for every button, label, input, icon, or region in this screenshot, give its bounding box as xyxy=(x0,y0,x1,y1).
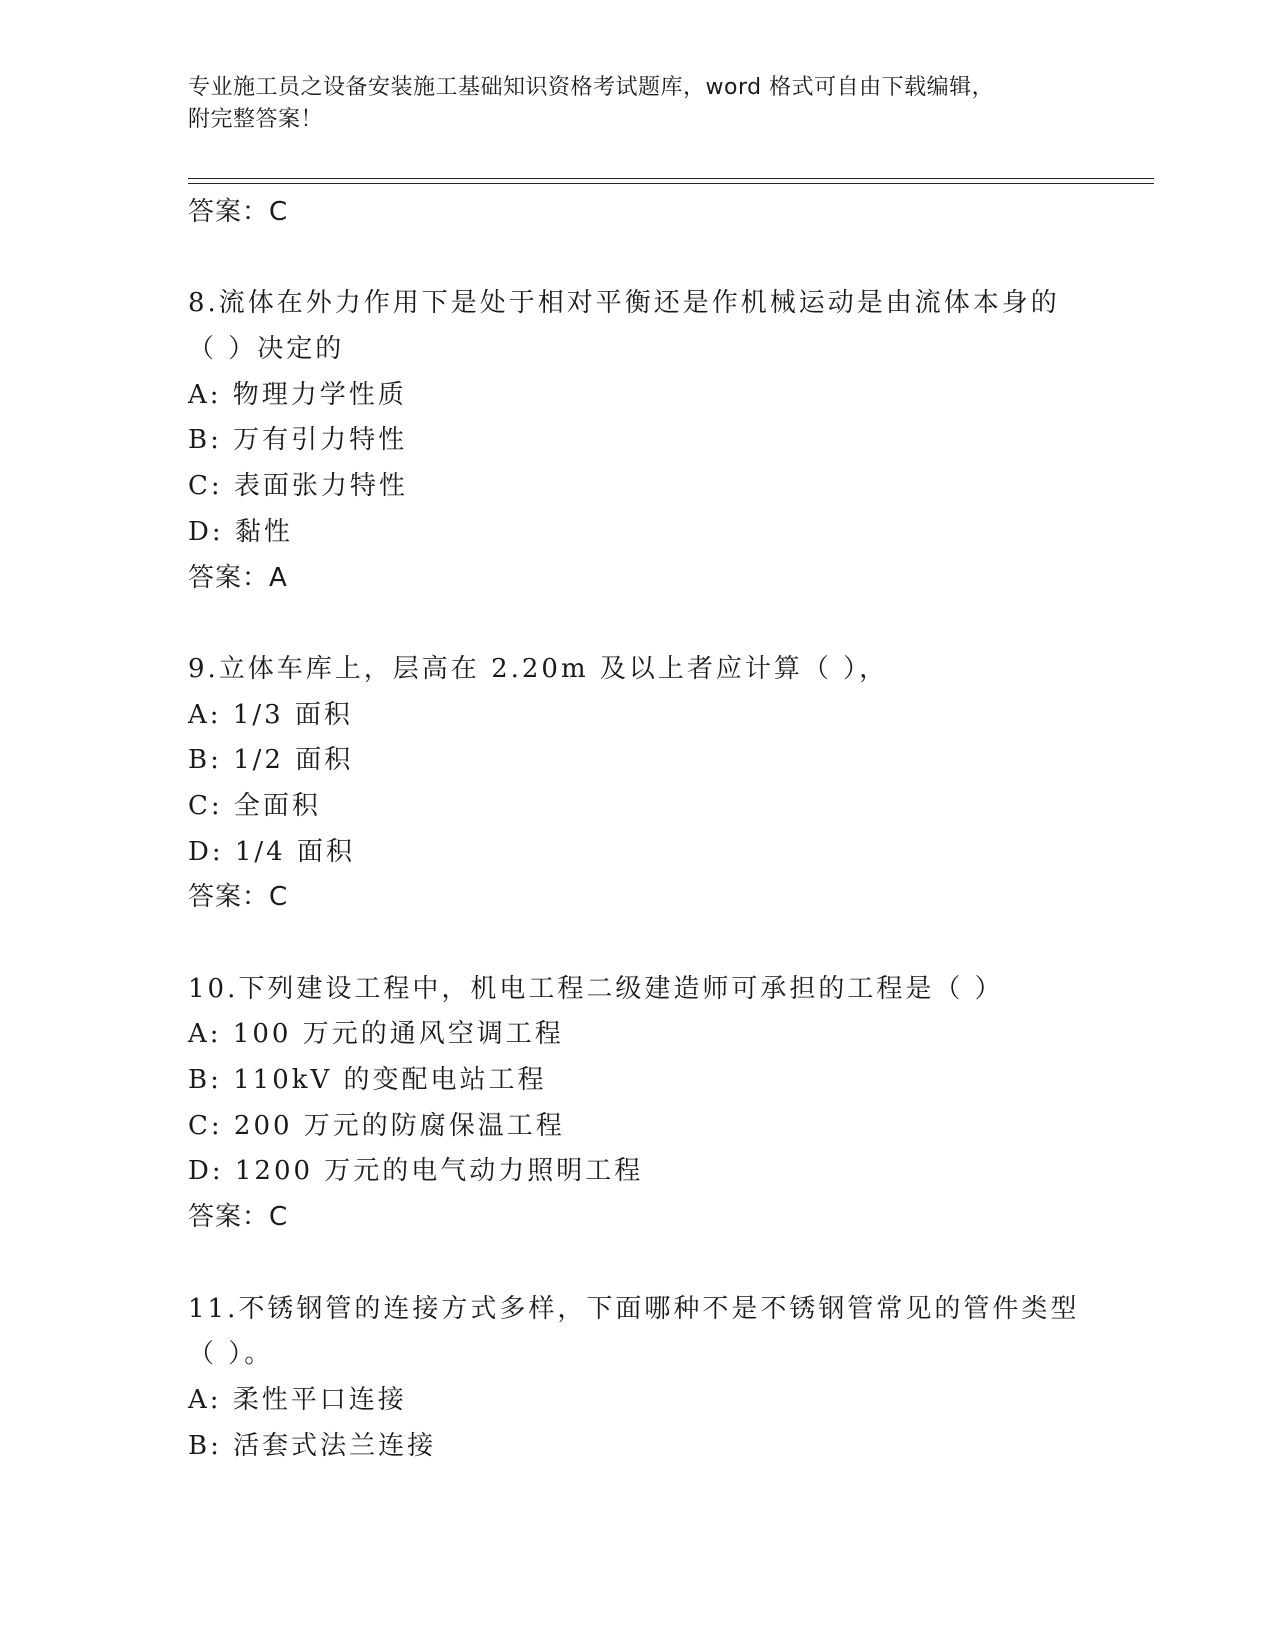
option-d: D: 1/4 面积 xyxy=(188,836,355,867)
header-line-2: 附完整答案！ xyxy=(188,107,324,132)
question-stem-line: （ ）。 xyxy=(188,1339,274,1370)
previous-answer: 答案：C xyxy=(188,197,289,227)
answer: 答案：C xyxy=(188,882,289,913)
option-b: B: 110kV 的变配电站工程 xyxy=(188,1065,547,1096)
option-a: A: 柔性平口连接 xyxy=(188,1384,407,1415)
answer: 答案：A xyxy=(188,562,288,593)
page-header xyxy=(188,72,1088,136)
option-a: A: 1/3 面积 xyxy=(188,699,353,730)
spacer xyxy=(188,601,1148,647)
question-stem-line: 9.立体车库上，层高在 2.20m 及以上者应计算（ ）， xyxy=(188,653,889,684)
option-b: B: 活套式法兰连接 xyxy=(188,1430,437,1461)
question-10 xyxy=(188,967,1148,1241)
spacer xyxy=(188,236,1148,282)
option-c: C: 200 万元的防腐保温工程 xyxy=(188,1110,565,1141)
option-b: B: 1/2 面积 xyxy=(188,745,354,776)
header-divider-bottom xyxy=(188,183,1154,184)
question-stem-line: 8.流体在外力作用下是处于相对平衡还是作机械运动是由流体本身的 xyxy=(188,288,1060,319)
option-b: B: 万有引力特性 xyxy=(188,425,408,456)
option-d: D: 黏性 xyxy=(188,516,293,547)
question-stem-line: 10.下列建设工程中，机电工程二级建造师可承担的工程是（ ） xyxy=(188,973,1004,1004)
option-a: A: 100 万元的通风空调工程 xyxy=(188,1019,564,1050)
spacer xyxy=(188,1241,1148,1287)
question-11 xyxy=(188,1287,1148,1470)
question-list xyxy=(188,190,1148,1469)
question-stem-line: 11.不锈钢管的连接方式多样，下面哪种不是不锈钢管常见的管件类型 xyxy=(188,1293,1080,1324)
spacer xyxy=(188,921,1148,967)
option-a: A: 物理力学性质 xyxy=(188,379,407,410)
answer: 答案：C xyxy=(188,1202,289,1233)
header-line-1: 专业施工员之设备安装施工基础知识资格考试题库，word 格式可自由下载编辑， xyxy=(188,75,995,100)
option-c: C: 全面积 xyxy=(188,790,321,821)
question-stem-line: （ ）决定的 xyxy=(188,334,345,365)
option-d: D: 1200 万元的电气动力照明工程 xyxy=(188,1156,644,1187)
question-9 xyxy=(188,647,1148,921)
question-8 xyxy=(188,281,1148,601)
option-c: C: 表面张力特性 xyxy=(188,471,408,502)
header-divider-top xyxy=(188,178,1154,179)
